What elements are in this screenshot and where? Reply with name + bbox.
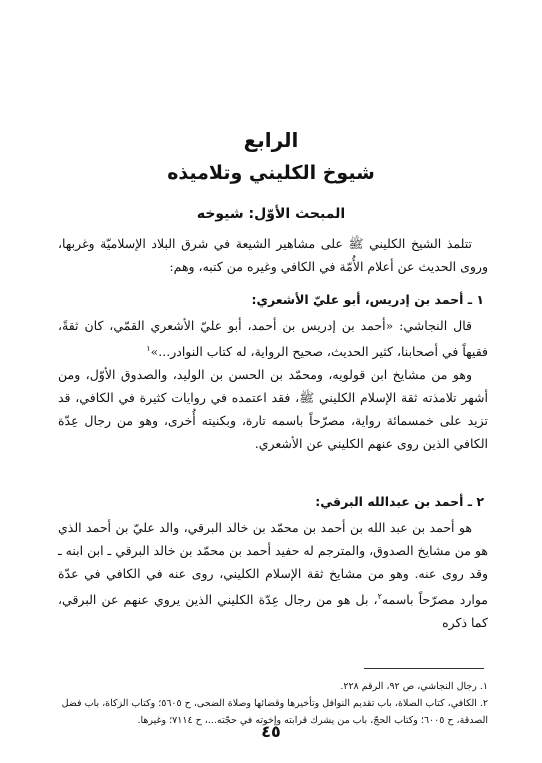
entry-1-heading: ١ ـ أحمد بن إدريس، أبو عليّ الأشعري: [251,292,484,307]
entry-2-text-tail: ، بل هو من رجال عِدّة الكليني الذين يروي عنهم عن البرقي، كما ذكره [58,592,488,631]
footnote-ref-2: ٢ [377,592,382,601]
footnote-1: ١. رجال النجاشي، ص ٩٢، الرقم ٢٢٨. [340,681,488,692]
footnote-ref-1: ١ [146,344,151,353]
footnote-divider [364,668,484,669]
entry-1-quote: قال النجاشي: «أحمد بن إدريس بن أحمد، أبو عليّ الأشعري القمّي، كان ثقةً، فقيهاً في أصحابنا، كثير الحديث، صحيح الرواية، له كتاب النوادر...» [58,318,488,360]
page-number: ٤٥ [261,722,281,741]
entry-1-para-1 [58,314,488,363]
entry-2-text: هو أحمد بن عبد الله بن أحمد بن محمّد بن خالد البرقي، والد عليّ بن أحمد الذي هو من مشايخ الصدوق، والمترجم له حفيد أحمد بن محمّد بن خالد البرقي ـ ابن ابنه ـ وقد روى عنه. وهو من مشايخ ثقة الإسلام الكليني، روى عنه في الكافي في عدّة موارد مصرّحاً باسمه [58,520,489,608]
footnote-2: ٢. الكافي، كتاب الصلاة، باب تقديم النوافل وتأخيرها وقضائها وصلاة الضحى، ح ٥٦٠٥؛ وكتاب الزكاة، باب فضل الصدقة، ح ٦٠٠٥؛ وكتاب الحجّ، باب من يشرك قرابته وإخوته في حجّته...، ح ٧١١٤؛ وغيرها. [61,698,488,726]
entry-2-para-1 [58,516,488,634]
section-title: المبحث الأوّل: شيوخه [196,206,346,222]
entry-1-para-2: وهو من مشايخ ابن قولويه، ومحمّد بن الحسن بن الوليد، والصدوق الأوّل، ومن أشهر تلامذته ثقة الإسلام الكليني ﷺ، فقد اعتمده في روايات كثيرة في الكافي، قد تزيد على خمسمائة رواية، مصرّحاً باسمه تارة، وبكنيته أُخرى، وهو من رجال عِدّة الكافي الذين روى عنهم الكليني عن الأشعري. [58,367,488,452]
entry-2-heading: ٢ ـ أحمد بن عبدالله البرقي: [315,494,484,509]
intro-paragraph [58,232,488,278]
intro-text: تتلمذ الشيخ الكليني ﷺ على مشاهير الشيعة في شرق البلاد الإسلاميّة وغربها، وروى الحديث عن أعلام الأُمّة في الكافي وغيره من كتبه، وهم: [58,236,488,274]
chapter-subtitle: شيوخ الكليني وتلاميذه [167,162,375,184]
chapter-title: الرابع [243,128,299,152]
entry-1-body [58,314,488,455]
entry-2-body [58,516,488,634]
